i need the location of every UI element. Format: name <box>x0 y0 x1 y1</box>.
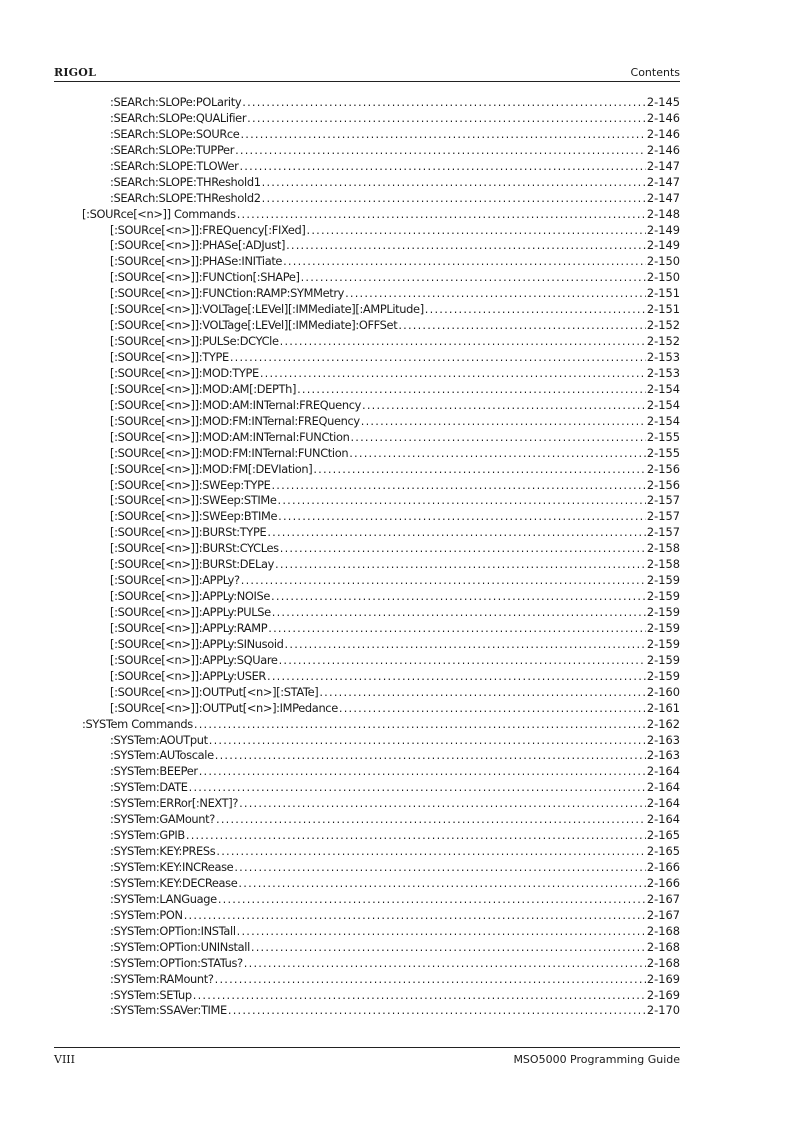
toc-entry-row <box>110 557 680 573</box>
toc-entry[interactable] <box>0 1003 793 1019</box>
toc-entry[interactable] <box>0 701 793 717</box>
toc-entry[interactable] <box>0 956 793 972</box>
toc-entry-row <box>110 493 680 509</box>
dot-leader <box>301 270 646 286</box>
toc-entry[interactable] <box>0 796 793 812</box>
toc-entry-page: 2-154 <box>646 413 680 428</box>
dot-leader <box>260 366 646 382</box>
toc-entry-row <box>110 111 680 127</box>
toc-entry[interactable] <box>0 446 793 462</box>
toc-entry-page: 2-153 <box>646 350 680 364</box>
toc-entry-row <box>110 525 680 541</box>
dot-leader <box>238 876 645 892</box>
toc-entry-label: :SYSTem Commands <box>82 716 193 731</box>
toc-entry-label: :SEARch:SLOPe:QUALifier <box>110 110 247 125</box>
toc-entry-row <box>110 541 680 557</box>
toc-entry[interactable] <box>0 350 793 366</box>
dot-leader <box>345 286 646 302</box>
toc-entry-page: 2-154 <box>646 397 680 412</box>
dot-leader <box>271 478 645 494</box>
dot-leader <box>193 988 646 1004</box>
toc-entry-page: 2-167 <box>646 907 680 922</box>
toc-entry[interactable] <box>0 940 793 956</box>
dot-leader <box>184 908 646 924</box>
toc-entry-label: [:SOURce[<n>]]:BURSt:DELay <box>110 557 275 572</box>
dot-leader <box>262 175 646 191</box>
toc-entry-label: [:SOURce[<n>]]:APPLy:SINusoid <box>110 636 284 651</box>
toc-entry-label: :SEARch:SLOPE:THReshold1 <box>110 174 261 189</box>
dot-leader <box>279 653 646 669</box>
toc-entry-row <box>110 478 680 494</box>
table-of-contents <box>0 95 793 1019</box>
dot-leader <box>280 334 646 350</box>
toc-entry-page: 2-168 <box>646 923 680 938</box>
toc-entry[interactable] <box>0 876 793 892</box>
toc-entry-page: 2-162 <box>646 716 680 731</box>
toc-entry-page: 2-160 <box>646 684 680 699</box>
toc-entry-label: :SYSTem:RAMount? <box>110 971 214 986</box>
toc-entry-page: 2-155 <box>646 445 680 460</box>
dot-leader <box>272 605 646 621</box>
dot-leader <box>297 382 646 398</box>
toc-entry-label: [:SOURce[<n>]]:MOD:FM[:DEVIation] <box>110 461 313 476</box>
toc-entry-page: 2-157 <box>646 493 680 508</box>
toc-entry-label: :SYSTem:GAMount? <box>110 812 215 827</box>
toc-entry-page: 2-156 <box>646 461 680 476</box>
toc-entry-label: :SYSTem:OPTion:UNINstall <box>110 939 250 954</box>
toc-entry[interactable] <box>0 334 793 350</box>
toc-entry-page: 2-157 <box>646 509 680 524</box>
dot-leader <box>215 748 646 764</box>
toc-entry-page: 2-168 <box>646 955 680 970</box>
toc-entry[interactable] <box>0 462 793 478</box>
footer-rule <box>54 1047 680 1048</box>
dot-leader <box>194 717 646 733</box>
toc-entry-page: 2-157 <box>646 525 680 540</box>
dot-leader <box>228 1003 646 1019</box>
toc-entry[interactable] <box>0 653 793 669</box>
dot-leader <box>230 350 646 366</box>
toc-entry-row <box>110 812 680 828</box>
dot-leader <box>267 525 646 541</box>
toc-entry-label: [:SOURce[<n>]]:APPLy:NOISe <box>110 589 271 604</box>
toc-entry-row <box>110 509 680 525</box>
toc-entry-page: 2-154 <box>646 381 680 396</box>
toc-entry-row <box>110 605 680 621</box>
toc-entry[interactable] <box>0 924 793 940</box>
toc-entry-row <box>110 462 680 478</box>
toc-entry[interactable] <box>0 844 793 860</box>
dot-leader <box>285 637 646 653</box>
toc-entry-row <box>110 573 680 589</box>
toc-entry[interactable] <box>0 828 793 844</box>
section-title: Contents <box>630 66 680 79</box>
toc-entry-row <box>110 860 680 876</box>
toc-entry-page: 2-164 <box>646 764 680 779</box>
toc-entry-row <box>110 446 680 462</box>
toc-entry[interactable] <box>0 127 793 143</box>
toc-entry-label: [:SOURce[<n>]]:VOLTage[:LEVel][:IMMediate][:AMPLitude] <box>110 302 424 317</box>
dot-leader <box>237 924 646 940</box>
dot-leader <box>362 398 646 414</box>
toc-entry-label: :SEARch:SLOPe:SOURce <box>110 126 240 141</box>
dot-leader <box>199 764 646 780</box>
toc-entry-label: [:SOURce[<n>]]:MOD:FM:INTernal:FUNCtion <box>110 445 349 460</box>
toc-entry-row <box>110 828 680 844</box>
toc-entry-row <box>110 95 680 111</box>
toc-entry-label: [:SOURce[<n>]]:APPLy:RAMP <box>110 620 268 635</box>
toc-entry-label: [:SOURce[<n>]]:VOLTage[:LEVel][:IMMediate]:OFFSet <box>110 318 398 333</box>
toc-entry-row <box>110 685 680 701</box>
toc-entry[interactable] <box>0 398 793 414</box>
toc-entry-page: 2-147 <box>646 158 680 173</box>
dot-leader <box>239 796 646 812</box>
toc-entry-row <box>110 621 680 637</box>
dot-leader <box>235 143 646 159</box>
toc-entry-row <box>110 382 680 398</box>
toc-entry[interactable] <box>0 286 793 302</box>
toc-entry-label: [:SOURce[<n>]]:BURSt:TYPE <box>110 525 267 540</box>
header-rule <box>54 81 680 82</box>
toc-entry-label: [:SOURce[<n>]]:SWEep:TYPE <box>110 477 271 492</box>
toc-entry-page: 2-163 <box>646 748 680 763</box>
toc-entry-label: [:SOURce[<n>]]:OUTPut[<n>]:IMPedance <box>110 700 338 715</box>
toc-entry-label: :SYSTem:SETup <box>110 987 192 1002</box>
toc-entry-page: 2-146 <box>646 142 680 157</box>
toc-entry-row <box>110 701 680 717</box>
toc-entry-label: [:SOURce[<n>]]:APPLy:PULSe <box>110 605 271 619</box>
toc-entry-row <box>110 764 680 780</box>
toc-entry[interactable] <box>0 812 793 828</box>
toc-entry-label: :SYSTem:SSAVer:TIME <box>110 1003 227 1018</box>
toc-entry-row <box>110 876 680 892</box>
toc-entry[interactable] <box>0 493 793 509</box>
toc-entry-row <box>110 1003 680 1019</box>
toc-entry-page: 2-159 <box>646 668 680 683</box>
dot-leader <box>425 302 646 318</box>
toc-entry[interactable] <box>0 238 793 254</box>
document-title: MSO5000 Programming Guide <box>513 1053 680 1066</box>
toc-entry-row <box>110 956 680 972</box>
toc-entry-page: 2-165 <box>646 844 680 859</box>
toc-entry-page: 2-149 <box>646 222 680 237</box>
dot-leader <box>251 940 646 956</box>
dot-leader <box>271 589 646 605</box>
toc-entry-label: [:SOURce[<n>]]:PHASe:INITiate <box>110 254 283 269</box>
toc-entry-row <box>110 669 680 685</box>
toc-entry-label: [:SOURce[<n>]]:MOD:AM:INTernal:FREQuency <box>110 397 362 412</box>
toc-entry[interactable] <box>0 621 793 637</box>
dot-leader <box>339 701 646 717</box>
toc-entry-page: 2-147 <box>646 174 680 189</box>
toc-entry-page: 2-152 <box>646 334 680 349</box>
dot-leader <box>350 430 645 446</box>
toc-entry-label: [:SOURce[<n>]]:FREQuency[:FIXed] <box>110 222 306 237</box>
toc-entry-row <box>110 127 680 143</box>
toc-entry-row <box>82 207 680 223</box>
toc-entry-row <box>110 366 680 382</box>
toc-entry-page: 2-165 <box>646 828 680 843</box>
toc-entry-row <box>110 318 680 334</box>
toc-entry-label: :SEARch:SLOPe:POLarity <box>110 95 242 109</box>
toc-entry-page: 2-151 <box>646 302 680 317</box>
dot-leader <box>215 972 646 988</box>
dot-leader <box>398 318 646 334</box>
dot-leader <box>349 446 646 462</box>
dot-leader <box>283 254 646 270</box>
dot-leader <box>286 238 646 254</box>
toc-entry[interactable] <box>0 541 793 557</box>
toc-entry-row <box>110 430 680 446</box>
toc-entry-row <box>110 238 680 254</box>
dot-leader <box>242 95 646 111</box>
toc-entry-row <box>110 398 680 414</box>
toc-entry-page: 2-159 <box>646 636 680 651</box>
toc-entry[interactable] <box>0 733 793 749</box>
dot-leader <box>218 892 646 908</box>
toc-entry-page: 2-159 <box>646 605 680 619</box>
toc-entry[interactable] <box>0 223 793 239</box>
toc-entry-row <box>110 302 680 318</box>
toc-entry[interactable] <box>0 430 793 446</box>
dot-leader <box>216 812 646 828</box>
toc-entry[interactable] <box>0 557 793 573</box>
toc-entry-row <box>110 223 680 239</box>
toc-entry-label: :SYSTem:AOUTput <box>110 732 208 747</box>
toc-entry-page: 2-147 <box>646 190 680 205</box>
dot-leader <box>280 541 646 557</box>
toc-entry-page: 2-153 <box>646 365 680 380</box>
toc-entry-label: :SYSTem:BEEPer <box>110 764 198 779</box>
toc-entry-page: 2-155 <box>646 429 680 444</box>
toc-entry[interactable] <box>0 988 793 1004</box>
toc-entry-label: [:SOURce[<n>]]:OUTPut[<n>][:STATe] <box>110 684 319 699</box>
toc-entry-row <box>110 159 680 175</box>
toc-entry-label: :SYSTem:KEY:INCRease <box>110 860 234 874</box>
toc-entry-row <box>110 908 680 924</box>
toc-entry-label: [:SOURce[<n>]]:APPLy:USER <box>110 668 266 683</box>
toc-entry-label: [:SOURce[<n>]]:FUNCtion:RAMP:SYMMetry <box>110 286 345 301</box>
toc-entry[interactable] <box>0 111 793 127</box>
toc-entry-row <box>110 350 680 366</box>
toc-entry-label: [:SOURce[<n>]]:SWEep:STIMe <box>110 493 277 508</box>
toc-entry-label: [:SOURce[<n>]]:FUNCtion[:SHAPe] <box>110 270 300 285</box>
dot-leader <box>307 223 646 239</box>
toc-entry[interactable] <box>0 892 793 908</box>
toc-entry[interactable] <box>0 972 793 988</box>
toc-entry[interactable] <box>0 302 793 318</box>
toc-entry-row <box>110 589 680 605</box>
toc-entry-label: [:SOURce[<n>]]:APPLy? <box>110 573 240 588</box>
toc-entry-row <box>110 988 680 1004</box>
toc-entry-label: [:SOURce[<n>]]:MOD:TYPE <box>110 365 259 380</box>
toc-entry-page: 2-164 <box>646 812 680 827</box>
toc-entry-page: 2-148 <box>646 206 680 221</box>
toc-entry-page: 2-152 <box>646 318 680 333</box>
toc-entry-label: :SYSTem:KEY:DECRease <box>110 875 238 890</box>
toc-entry[interactable] <box>0 478 793 494</box>
toc-section-entry[interactable] <box>0 207 793 223</box>
toc-entry-label: :SYSTem:LANGuage <box>110 891 217 906</box>
toc-entry-row <box>110 637 680 653</box>
toc-entry-label: :SEARch:SLOPE:THReshold2 <box>110 190 261 205</box>
dot-leader <box>186 828 646 844</box>
toc-entry[interactable] <box>0 270 793 286</box>
toc-entry-page: 2-159 <box>646 652 680 667</box>
toc-entry-row <box>110 780 680 796</box>
toc-entry-label: [:SOURce[<n>]]:MOD:AM:INTernal:FUNCtion <box>110 429 350 444</box>
toc-entry-row <box>110 733 680 749</box>
toc-entry-row <box>110 748 680 764</box>
toc-entry[interactable] <box>0 764 793 780</box>
toc-entry[interactable] <box>0 860 793 876</box>
toc-entry-page: 2-167 <box>646 891 680 906</box>
toc-entry-label: [:SOURce[<n>]]:PULSe:DCYCle <box>110 334 279 349</box>
toc-entry-row <box>110 653 680 669</box>
toc-entry-label: [:SOURce[<n>]]:PHASe[:ADJust] <box>110 238 286 253</box>
dot-leader <box>239 159 645 175</box>
dot-leader <box>209 733 646 749</box>
toc-entry-page: 2-164 <box>646 780 680 795</box>
toc-entry[interactable] <box>0 605 793 621</box>
dot-leader <box>241 573 646 589</box>
toc-entry-row <box>110 175 680 191</box>
toc-entry-label: [:SOURce[<n>]]:TYPE <box>110 350 229 364</box>
dot-leader <box>268 621 646 637</box>
toc-entry-row <box>110 796 680 812</box>
toc-entry[interactable] <box>0 589 793 605</box>
dot-leader <box>319 685 646 701</box>
toc-entry[interactable] <box>0 509 793 525</box>
toc-entry-page: 2-170 <box>646 1003 680 1018</box>
dot-leader <box>247 111 646 127</box>
toc-entry[interactable] <box>0 414 793 430</box>
dot-leader <box>240 127 645 143</box>
dot-leader <box>262 191 646 207</box>
toc-entry[interactable] <box>0 191 793 207</box>
toc-entry-label: :SYSTem:AUToscale <box>110 748 214 763</box>
toc-entry-row <box>110 191 680 207</box>
toc-entry-label: [:SOURce[<n>]]:APPLy:SQUare <box>110 652 278 667</box>
toc-entry-page: 2-150 <box>646 270 680 285</box>
toc-entry-page: 2-158 <box>646 541 680 556</box>
toc-entry[interactable] <box>0 685 793 701</box>
dot-leader <box>278 493 646 509</box>
toc-entry-label: [:SOURce[<n>]]:MOD:FM:INTernal:FREQuency <box>110 413 360 428</box>
dot-leader <box>244 956 646 972</box>
toc-entry-row <box>110 270 680 286</box>
toc-entry-row <box>110 892 680 908</box>
toc-entry[interactable] <box>0 175 793 191</box>
toc-entry-page: 2-166 <box>646 875 680 890</box>
toc-entry-page: 2-164 <box>646 796 680 811</box>
dot-leader <box>216 844 646 860</box>
toc-entry-page: 2-168 <box>646 939 680 954</box>
toc-entry[interactable] <box>0 525 793 541</box>
toc-entry-page: 2-149 <box>646 238 680 253</box>
toc-entry[interactable] <box>0 748 793 764</box>
dot-leader <box>189 780 646 796</box>
toc-entry-label: :SYSTem:DATE <box>110 780 188 795</box>
toc-entry[interactable] <box>0 780 793 796</box>
toc-entry-label: :SYSTem:OPTion:INSTall <box>110 923 236 938</box>
toc-entry-page: 2-146 <box>646 110 680 125</box>
toc-entry-row <box>110 414 680 430</box>
toc-entry-row <box>110 940 680 956</box>
toc-entry[interactable] <box>0 908 793 924</box>
toc-entry[interactable] <box>0 669 793 685</box>
dot-leader <box>275 557 646 573</box>
toc-entry-label: [:SOURce[<n>]]:MOD:AM[:DEPTh] <box>110 381 297 396</box>
toc-entry-row <box>110 334 680 350</box>
toc-entry[interactable] <box>0 318 793 334</box>
toc-entry-row <box>110 254 680 270</box>
toc-entry[interactable] <box>0 254 793 270</box>
toc-entry-label: :SYSTem:OPTion:STATus? <box>110 955 243 970</box>
toc-entry-page: 2-151 <box>646 286 680 301</box>
toc-entry-row <box>110 972 680 988</box>
dot-leader <box>361 414 646 430</box>
toc-entry-row <box>110 143 680 159</box>
toc-entry[interactable] <box>0 143 793 159</box>
brand-logo: RIGOL <box>54 66 96 79</box>
dot-leader <box>234 860 646 876</box>
toc-entry[interactable] <box>0 159 793 175</box>
toc-entry-label: [:SOURce[<n>]]:BURSt:CYCLes <box>110 541 279 556</box>
toc-entry-label: :SYSTem:GPIB <box>110 828 185 843</box>
toc-entry-label: :SYSTem:KEY:PRESs <box>110 844 216 859</box>
toc-entry[interactable] <box>0 382 793 398</box>
dot-leader <box>267 669 646 685</box>
toc-entry-page: 2-166 <box>646 860 680 874</box>
toc-entry[interactable] <box>0 366 793 382</box>
toc-entry[interactable] <box>0 95 793 111</box>
toc-entry-page: 2-161 <box>646 700 680 715</box>
toc-entry-page: 2-169 <box>646 987 680 1002</box>
toc-entry-row <box>110 286 680 302</box>
dot-leader <box>237 207 646 223</box>
toc-entry-page: 2-156 <box>646 477 680 492</box>
toc-entry-label: :SYSTem:ERRor[:NEXT]? <box>110 796 239 811</box>
toc-entry-label: [:SOURce[<n>]] Commands <box>82 206 236 221</box>
toc-entry-page: 2-163 <box>646 732 680 747</box>
toc-entry-label: :SYSTem:PON <box>110 907 183 922</box>
toc-entry-page: 2-159 <box>646 589 680 604</box>
toc-entry-page: 2-169 <box>646 971 680 986</box>
toc-entry-page: 2-150 <box>646 254 680 269</box>
toc-entry-page: 2-159 <box>646 573 680 588</box>
toc-entry[interactable] <box>0 573 793 589</box>
toc-section-entry[interactable] <box>0 717 793 733</box>
toc-entry-row <box>110 844 680 860</box>
toc-entry-label: :SEARch:SLOPe:TUPPer <box>110 142 235 157</box>
dot-leader <box>313 462 646 478</box>
toc-entry-page: 2-146 <box>646 126 680 141</box>
toc-entry-page: 2-158 <box>646 557 680 572</box>
toc-entry-label: [:SOURce[<n>]]:SWEep:BTIMe <box>110 509 278 524</box>
toc-entry-row <box>110 924 680 940</box>
toc-entry-row <box>82 717 680 733</box>
toc-entry-page: 2-145 <box>646 95 680 109</box>
toc-entry[interactable] <box>0 637 793 653</box>
page-number: VIII <box>54 1053 75 1066</box>
toc-entry-label: :SEARch:SLOPE:TLOWer <box>110 158 239 173</box>
dot-leader <box>278 509 646 525</box>
toc-entry-page: 2-159 <box>646 620 680 635</box>
